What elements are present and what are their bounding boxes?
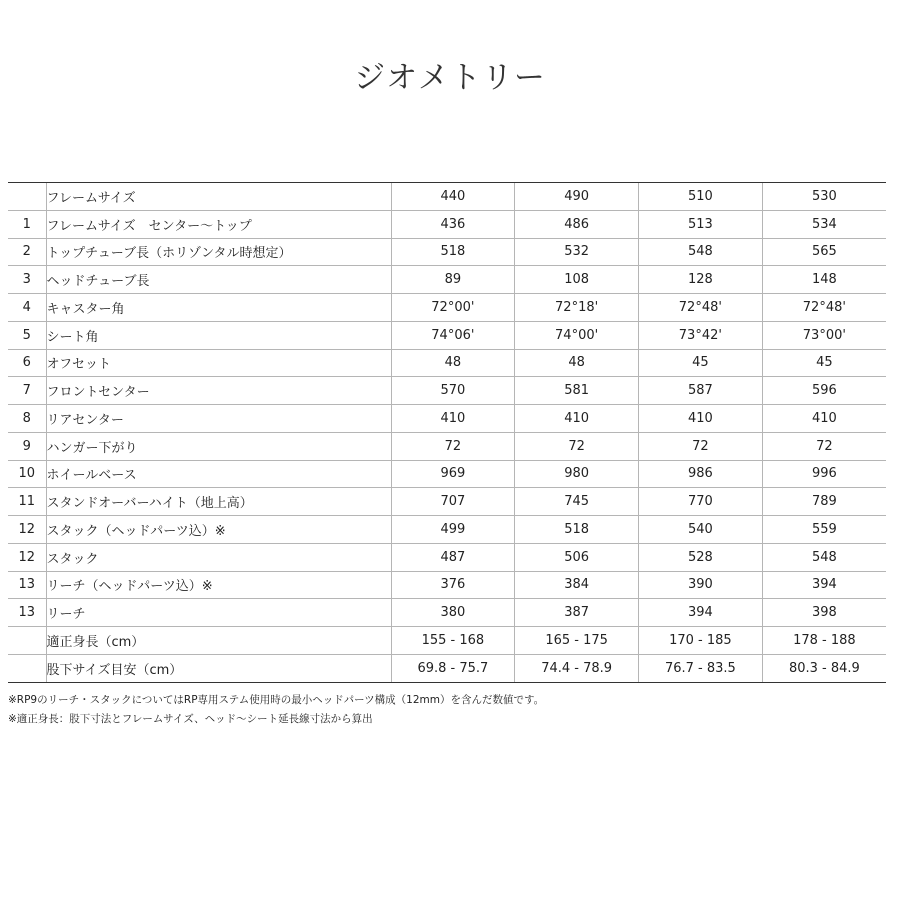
- row-label: スタック（ヘッドパーツ込）※: [46, 516, 391, 544]
- geometry-table: [8, 182, 886, 683]
- size-1-value: 490: [515, 183, 639, 211]
- row-number: 4: [8, 294, 46, 322]
- row-label: スタンドオーバーハイト（地上高）: [46, 488, 391, 516]
- size-2-value: 770: [639, 488, 763, 516]
- size-0-value: 499: [391, 516, 515, 544]
- row-label: 股下サイズ目安（cm）: [46, 654, 391, 682]
- table-row: [8, 654, 886, 682]
- size-1-value: 108: [515, 266, 639, 294]
- row-label: ホイールベース: [46, 460, 391, 488]
- size-3-value: 534: [762, 210, 886, 238]
- size-1-value: 48: [515, 349, 639, 377]
- row-number: [8, 654, 46, 682]
- size-1-value: 72: [515, 432, 639, 460]
- size-1-value: 410: [515, 405, 639, 433]
- footnotes: [8, 691, 892, 729]
- footnote-height: ※適正身長：股下寸法とフレームサイズ、ヘッド〜シート延長線寸法から算出: [8, 713, 373, 725]
- size-2-value: 513: [639, 210, 763, 238]
- row-label: 適正身長（cm）: [46, 627, 391, 655]
- size-3-value: 178 - 188: [762, 627, 886, 655]
- row-number: [8, 183, 46, 211]
- size-0-value: 380: [391, 599, 515, 627]
- size-3-value: 565: [762, 238, 886, 266]
- size-3-value: 80.3 - 84.9: [762, 654, 886, 682]
- size-2-value: 510: [639, 183, 763, 211]
- size-3-value: 410: [762, 405, 886, 433]
- table-row: [8, 432, 886, 460]
- size-1-value: 745: [515, 488, 639, 516]
- row-label: フロントセンター: [46, 377, 391, 405]
- size-0-value: 518: [391, 238, 515, 266]
- row-label: スタック: [46, 543, 391, 571]
- size-3-value: 45: [762, 349, 886, 377]
- row-number: 6: [8, 349, 46, 377]
- page-title: ジオメトリー: [354, 60, 546, 96]
- size-0-value: 487: [391, 543, 515, 571]
- size-3-value: 559: [762, 516, 886, 544]
- table-row: [8, 294, 886, 322]
- size-3-value: 72°48': [762, 294, 886, 322]
- size-2-value: 528: [639, 543, 763, 571]
- row-number: 5: [8, 321, 46, 349]
- table-row: [8, 627, 886, 655]
- row-number: 8: [8, 405, 46, 433]
- size-0-value: 376: [391, 571, 515, 599]
- row-label: ハンガー下がり: [46, 432, 391, 460]
- size-2-value: 390: [639, 571, 763, 599]
- table-row: [8, 488, 886, 516]
- size-1-value: 74.4 - 78.9: [515, 654, 639, 682]
- row-number: 2: [8, 238, 46, 266]
- size-2-value: 170 - 185: [639, 627, 763, 655]
- size-0-value: 436: [391, 210, 515, 238]
- row-label: リアセンター: [46, 405, 391, 433]
- size-1-value: 384: [515, 571, 639, 599]
- footnote-reach-stack: ※RP9のリーチ・スタックについてはRP専用ステム使用時の最小ヘッドパーツ構成（12mm）を含んだ数値です。: [8, 694, 545, 706]
- size-3-value: 148: [762, 266, 886, 294]
- table-row: [8, 516, 886, 544]
- size-1-value: 506: [515, 543, 639, 571]
- size-1-value: 165 - 175: [515, 627, 639, 655]
- row-number: 13: [8, 571, 46, 599]
- size-0-value: 48: [391, 349, 515, 377]
- size-0-value: 69.8 - 75.7: [391, 654, 515, 682]
- table-row: [8, 238, 886, 266]
- size-0-value: 72: [391, 432, 515, 460]
- row-number: 7: [8, 377, 46, 405]
- size-1-value: 581: [515, 377, 639, 405]
- size-0-value: 155 - 168: [391, 627, 515, 655]
- row-number: 10: [8, 460, 46, 488]
- size-3-value: 398: [762, 599, 886, 627]
- size-2-value: 986: [639, 460, 763, 488]
- size-2-value: 410: [639, 405, 763, 433]
- row-number: 13: [8, 599, 46, 627]
- size-3-value: 394: [762, 571, 886, 599]
- size-1-value: 387: [515, 599, 639, 627]
- row-label: リーチ: [46, 599, 391, 627]
- size-3-value: 72: [762, 432, 886, 460]
- row-label: シート角: [46, 321, 391, 349]
- size-3-value: 996: [762, 460, 886, 488]
- size-2-value: 540: [639, 516, 763, 544]
- row-number: 1: [8, 210, 46, 238]
- size-1-value: 486: [515, 210, 639, 238]
- size-0-value: 410: [391, 405, 515, 433]
- row-number: [8, 627, 46, 655]
- size-0-value: 707: [391, 488, 515, 516]
- size-0-value: 570: [391, 377, 515, 405]
- size-2-value: 548: [639, 238, 763, 266]
- size-2-value: 45: [639, 349, 763, 377]
- row-label: フレームサイズ センター〜トップ: [46, 210, 391, 238]
- size-0-value: 440: [391, 183, 515, 211]
- row-label: ヘッドチューブ長: [46, 266, 391, 294]
- size-0-value: 72°00': [391, 294, 515, 322]
- row-number: 12: [8, 543, 46, 571]
- table-row: [8, 543, 886, 571]
- geometry-table-body: [8, 183, 886, 683]
- table-row: [8, 349, 886, 377]
- row-label: フレームサイズ: [46, 183, 391, 211]
- size-1-value: 72°18': [515, 294, 639, 322]
- table-row: [8, 266, 886, 294]
- size-1-value: 980: [515, 460, 639, 488]
- table-row: [8, 321, 886, 349]
- size-3-value: 530: [762, 183, 886, 211]
- row-label: キャスター角: [46, 294, 391, 322]
- row-label: オフセット: [46, 349, 391, 377]
- row-label: トップチューブ長（ホリゾンタル時想定）: [46, 238, 391, 266]
- row-number: 11: [8, 488, 46, 516]
- row-number: 12: [8, 516, 46, 544]
- size-2-value: 73°42': [639, 321, 763, 349]
- table-row: [8, 405, 886, 433]
- size-3-value: 789: [762, 488, 886, 516]
- size-2-value: 587: [639, 377, 763, 405]
- size-2-value: 128: [639, 266, 763, 294]
- table-row: [8, 571, 886, 599]
- size-2-value: 72: [639, 432, 763, 460]
- table-row: [8, 599, 886, 627]
- size-1-value: 74°00': [515, 321, 639, 349]
- row-number: 9: [8, 432, 46, 460]
- size-0-value: 74°06': [391, 321, 515, 349]
- size-2-value: 76.7 - 83.5: [639, 654, 763, 682]
- size-3-value: 596: [762, 377, 886, 405]
- table-row: [8, 210, 886, 238]
- size-0-value: 89: [391, 266, 515, 294]
- size-0-value: 969: [391, 460, 515, 488]
- size-1-value: 518: [515, 516, 639, 544]
- row-number: 3: [8, 266, 46, 294]
- table-row: [8, 377, 886, 405]
- size-1-value: 532: [515, 238, 639, 266]
- size-3-value: 548: [762, 543, 886, 571]
- row-label: リーチ（ヘッドパーツ込）※: [46, 571, 391, 599]
- size-3-value: 73°00': [762, 321, 886, 349]
- table-row: [8, 183, 886, 211]
- size-2-value: 72°48': [639, 294, 763, 322]
- table-row: [8, 460, 886, 488]
- size-2-value: 394: [639, 599, 763, 627]
